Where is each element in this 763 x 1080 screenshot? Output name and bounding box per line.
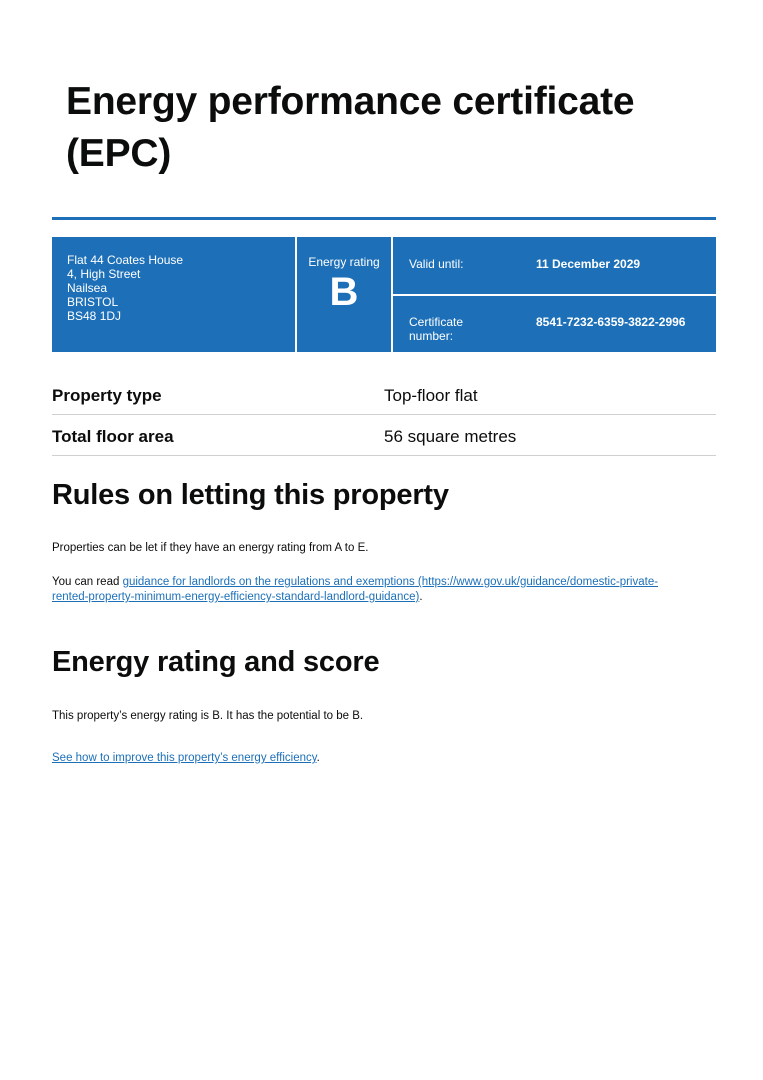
certificate-number-label-line: number: <box>409 329 454 343</box>
property-address <box>52 237 295 352</box>
property-row-area <box>52 415 716 456</box>
energy-rating-letter: B <box>329 270 359 314</box>
address-line: Flat 44 Coates House <box>67 253 184 267</box>
letting-guidance-paragraph <box>52 575 702 605</box>
certificate-number-label-line: Certificate <box>409 315 464 329</box>
energy-score-heading: Energy rating and score <box>52 646 380 678</box>
property-row-type <box>52 374 716 415</box>
box-divider <box>393 294 716 296</box>
property-type-label: Property type <box>52 386 162 405</box>
page-title: Energy performance certificate (EPC) <box>66 80 635 175</box>
certificate-number-label <box>409 315 463 343</box>
letting-heading: Rules on letting this property <box>52 479 449 511</box>
floor-area-value: 56 square metres <box>384 427 517 446</box>
improve-paragraph <box>52 751 320 766</box>
landlord-guidance-link-text[interactable]: guidance for landlords on the regulations and exemptions <box>122 576 415 588</box>
energy-score-text: This property’s energy rating is B. It has the potential to be B. <box>52 710 364 722</box>
title-divider <box>52 217 716 220</box>
landlord-guidance-url[interactable]: rented-property-minimum-energy-efficiency-standard-landlord-guidance) <box>52 591 420 603</box>
landlord-guidance-link[interactable] <box>52 576 658 603</box>
address-line: 4, High Street <box>67 267 141 281</box>
improve-efficiency-link[interactable]: See how to improve this property’s energy efficiency <box>52 752 317 764</box>
certificate-summary-box <box>52 237 716 352</box>
energy-rating-label: Energy rating <box>308 255 380 269</box>
improve-suffix: . <box>316 752 320 764</box>
energy-rating-cell <box>297 237 391 352</box>
address-line: BS48 1DJ <box>67 309 122 323</box>
valid-until-label: Valid until: <box>409 257 464 271</box>
landlord-guidance-url[interactable]: (https://www.gov.uk/guidance/domestic-private- <box>414 576 659 588</box>
valid-until-value: 11 December 2029 <box>536 257 641 271</box>
certificate-number-value: 8541-7232-6359-3822-2996 <box>536 315 686 329</box>
guidance-prefix: You can read <box>52 576 123 588</box>
floor-area-label: Total floor area <box>52 427 174 446</box>
guidance-suffix: . <box>419 591 423 603</box>
address-line: Nailsea <box>67 281 108 295</box>
address-line: BRISTOL <box>67 295 119 309</box>
property-type-value: Top-floor flat <box>384 386 478 405</box>
letting-text: Properties can be let if they have an energy rating from A to E. <box>52 542 369 554</box>
